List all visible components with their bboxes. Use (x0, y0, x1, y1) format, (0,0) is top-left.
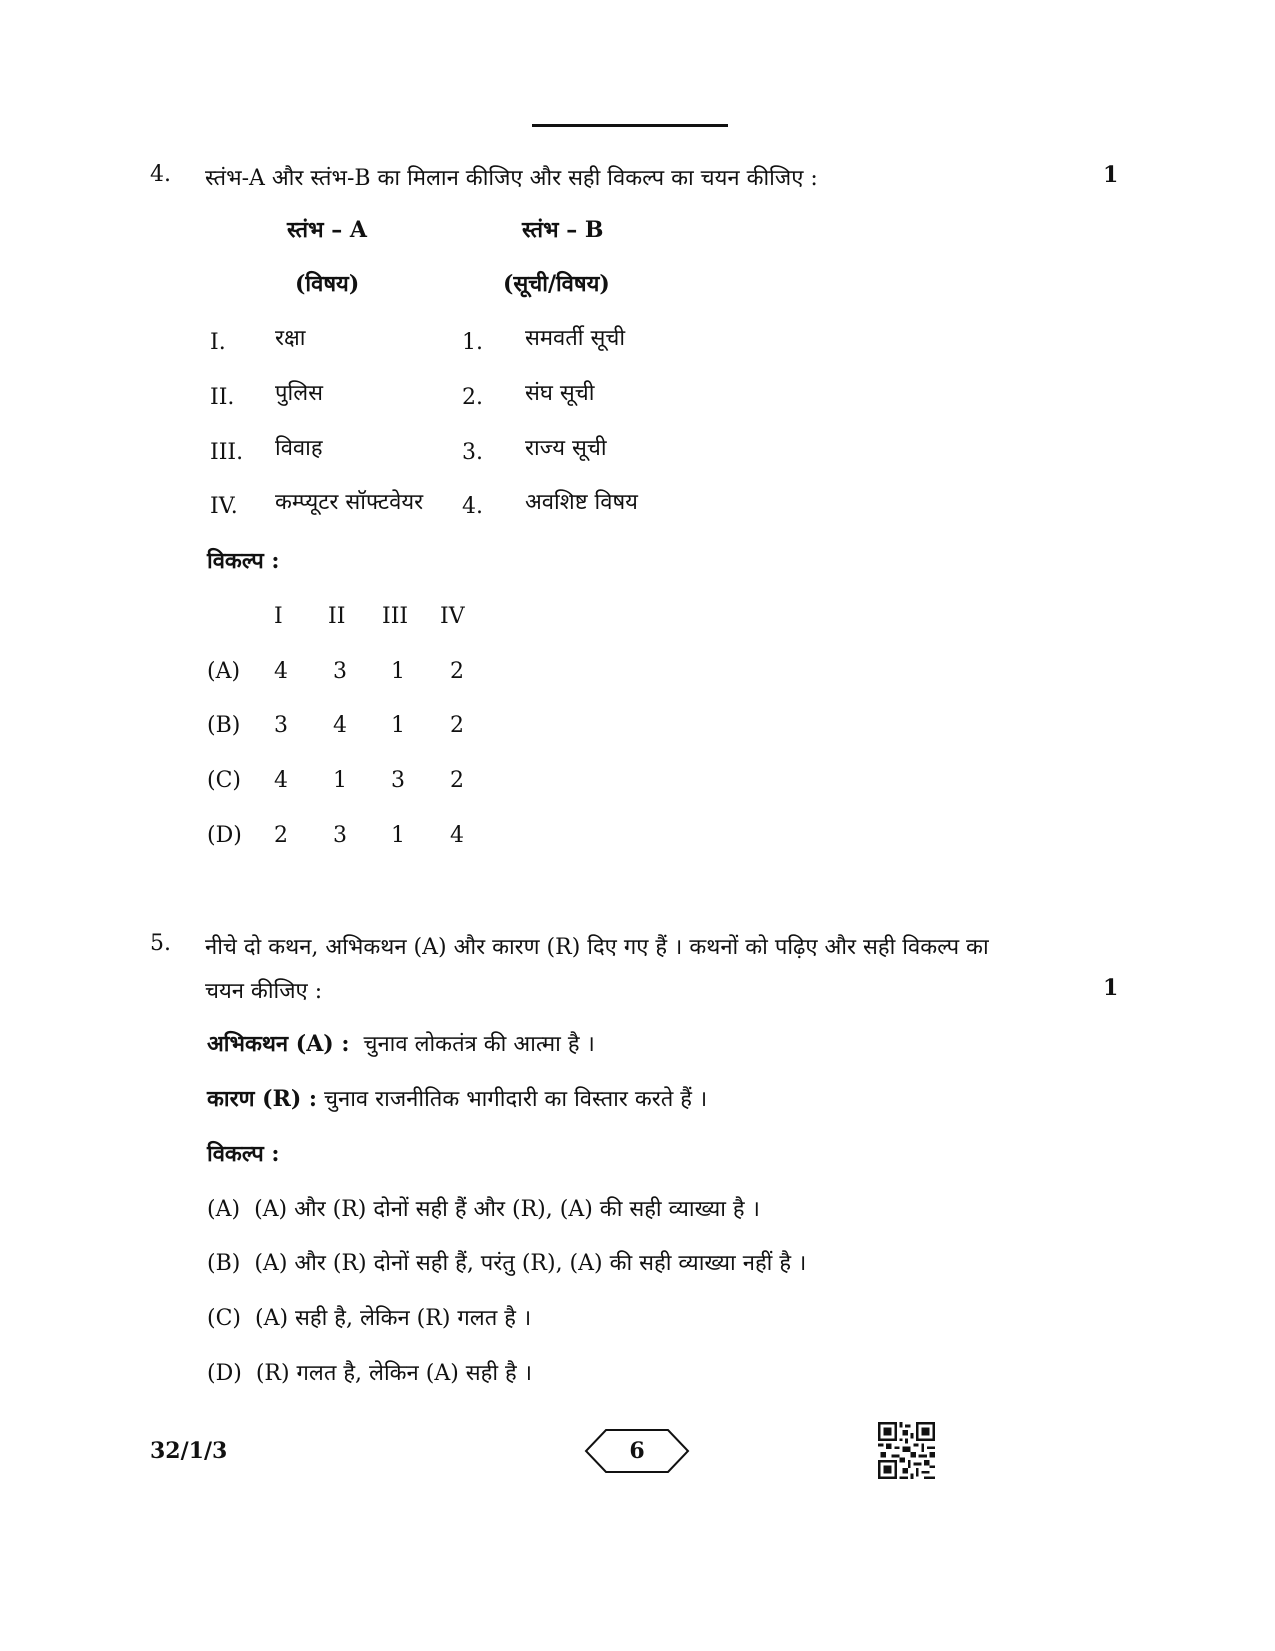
q4-marks: 1 (1103, 162, 1119, 188)
match-roman-3: III. (210, 440, 244, 465)
option-b-val-3: 1 (391, 713, 405, 738)
q5-options-label: विकल्प : (207, 1141, 280, 1167)
option-header-4: IV (440, 604, 465, 629)
q5-option-d (207, 1357, 532, 1387)
match-roman-2: II. (210, 385, 235, 410)
q5-text-line1: नीचे दो कथन, अभिकथन (A) और कारण (R) दिए गए हैं । कथनों को पढ़िए और सही विकल्प का (205, 935, 989, 960)
q5-marks: 1 (1103, 975, 1119, 1001)
match-roman-4: IV. (210, 494, 238, 519)
match-right-3: राज्य सूची (525, 436, 607, 461)
match-roman-1: I. (210, 330, 226, 355)
option-b-val-2: 4 (333, 713, 347, 738)
option-a-label: (A) (207, 659, 241, 684)
match-left-2: पुलिस (275, 381, 323, 406)
assertion (207, 1028, 595, 1058)
q4-number: 4. (150, 162, 171, 187)
option-a-val-4: 2 (450, 659, 464, 684)
assertion-text: चुनाव लोकतंत्र की आत्मा है । (363, 1032, 595, 1057)
option-b-val-4: 2 (450, 713, 464, 738)
qr-code-icon (878, 1422, 935, 1479)
q5-option-a (207, 1193, 760, 1223)
option-header-2: II (328, 604, 346, 629)
option-b-val-1: 3 (274, 713, 288, 738)
option-header-3: III (382, 604, 409, 629)
q5-option-b-text: (A) और (R) दोनों सही हैं, परंतु (R), (A) की सही व्याख्या नहीं है । (254, 1251, 807, 1276)
q5-option-c-text: (A) सही है, लेकिन (R) गलत है । (255, 1306, 532, 1331)
q4-options-label: विकल्प : (207, 548, 280, 574)
page-number: 6 (629, 1438, 645, 1464)
option-c-val-2: 1 (333, 768, 347, 793)
option-a-val-3: 1 (391, 659, 405, 684)
option-d-val-3: 1 (391, 823, 405, 848)
q4-col-b-sub: (सूची/विषय) (503, 271, 610, 297)
q5-option-c (207, 1302, 531, 1332)
option-c-val-4: 2 (450, 768, 464, 793)
option-a-val-2: 3 (333, 659, 347, 684)
q5-option-a-text: (A) और (R) दोनों सही हैं और (R), (A) की सही व्याख्या है । (254, 1197, 760, 1222)
q5-option-d-text: (R) गलत है, लेकिन (A) सही है । (255, 1361, 533, 1386)
q4-text: स्तंभ-A और स्तंभ-B का मिलान कीजिए और सही विकल्प का चयन कीजिए : (205, 166, 818, 191)
match-left-1: रक्षा (275, 326, 306, 351)
option-b-label: (B) (207, 713, 241, 738)
match-left-3: विवाह (275, 436, 323, 461)
top-rule (532, 124, 728, 127)
q5-option-b-label: (B) (207, 1251, 241, 1276)
match-num-3: 3. (462, 440, 483, 465)
option-c-val-1: 4 (274, 768, 288, 793)
q5-number: 5. (150, 931, 171, 956)
option-a-val-1: 4 (274, 659, 288, 684)
paper-code: 32/1/3 (150, 1438, 228, 1464)
option-d-val-1: 2 (274, 823, 288, 848)
match-num-2: 2. (462, 385, 483, 410)
q5-option-c-label: (C) (207, 1306, 241, 1331)
reason (207, 1083, 707, 1113)
match-left-4: कम्प्यूटर सॉफ्टवेयर (275, 490, 424, 515)
option-header-1: I (274, 604, 283, 629)
option-c-val-3: 3 (391, 768, 405, 793)
match-right-2: संघ सूची (525, 381, 595, 406)
option-d-val-4: 4 (450, 823, 464, 848)
q5-option-b (207, 1247, 806, 1277)
reason-text: चुनाव राजनीतिक भागीदारी का विस्तार करते हैं । (324, 1087, 708, 1112)
q4-col-a-heading: स्तंभ – A (287, 217, 367, 243)
q5-text-line2: चयन कीजिए : (205, 979, 323, 1004)
q4-col-b-heading: स्तंभ – B (522, 217, 604, 243)
match-num-4: 4. (462, 494, 483, 519)
option-c-label: (C) (207, 768, 241, 793)
option-d-val-2: 3 (333, 823, 347, 848)
reason-label: कारण (R) : (207, 1086, 318, 1112)
q5-option-a-label: (A) (207, 1197, 241, 1222)
q5-option-d-label: (D) (207, 1361, 242, 1386)
option-d-label: (D) (207, 823, 242, 848)
match-right-4: अवशिष्ट विषय (525, 490, 638, 515)
match-num-1: 1. (462, 330, 483, 355)
match-right-1: समवर्ती सूची (525, 326, 626, 351)
q4-col-a-sub: (विषय) (295, 271, 360, 297)
assertion-label: अभिकथन (A) : (207, 1031, 350, 1057)
